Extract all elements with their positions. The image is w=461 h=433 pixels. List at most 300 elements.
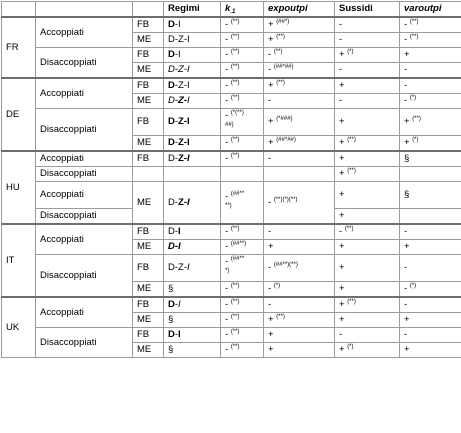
value: + <box>268 344 274 355</box>
regime-part: D <box>168 49 175 60</box>
expoutpi-cell <box>264 240 335 255</box>
sussidi-cell <box>335 151 400 167</box>
value: - <box>404 95 410 106</box>
sussidi-cell <box>335 328 400 343</box>
sussidi-cell <box>335 109 400 136</box>
significance: (##*##) <box>276 137 296 143</box>
significance: (**) <box>344 226 354 232</box>
value: - <box>225 314 231 325</box>
mode-label: FB <box>133 78 164 94</box>
significance: (**) <box>230 34 240 40</box>
regime-part: I <box>187 34 190 45</box>
value: - <box>225 344 231 355</box>
k-cell <box>221 313 264 328</box>
significance: (**) <box>230 329 240 335</box>
regime-part: Z- <box>178 95 187 106</box>
regime-part: D- <box>168 95 179 106</box>
value: - <box>404 299 408 310</box>
value: - <box>268 49 274 60</box>
results-table <box>1 1 461 358</box>
group-label: Accoppiati <box>36 224 133 255</box>
country-label: FR <box>2 17 36 78</box>
table-row <box>2 48 461 63</box>
expoutpi-cell <box>264 63 335 79</box>
value: + <box>339 137 348 148</box>
sussidi-cell <box>335 209 400 225</box>
regime-part: I <box>187 262 190 273</box>
sussidi-cell <box>335 78 400 94</box>
expoutpi-cell <box>264 48 335 63</box>
sussidi-cell <box>335 255 400 282</box>
country-label: HU <box>2 151 36 224</box>
value: + <box>268 314 277 325</box>
value: - <box>268 196 274 208</box>
expoutpi-cell <box>264 282 335 298</box>
value: - <box>225 34 231 45</box>
value: + <box>404 241 410 252</box>
varoutpi-cell <box>400 297 461 313</box>
significance: ##) <box>225 122 234 128</box>
value: § <box>404 189 410 200</box>
significance: (**) <box>230 19 240 25</box>
significance: (**) <box>230 153 240 159</box>
regime-part: I <box>187 116 190 127</box>
value: - <box>404 226 408 237</box>
regime-cell <box>164 167 221 182</box>
value: - <box>225 299 231 310</box>
regime-part: - <box>174 19 179 30</box>
varoutpi-cell <box>400 343 461 358</box>
varoutpi-cell <box>400 209 461 225</box>
regime-part: D- <box>168 34 179 45</box>
table-row <box>2 328 461 343</box>
varoutpi-cell <box>400 313 461 328</box>
value: - <box>404 329 408 340</box>
country-label: DE <box>2 78 36 151</box>
value: + <box>339 168 348 179</box>
k-cell <box>221 167 264 182</box>
significance: (**) <box>230 314 240 320</box>
significance: (**) <box>230 64 240 70</box>
regime-cell <box>164 17 221 33</box>
value: - <box>225 49 231 60</box>
group-label: Accoppiati <box>36 297 133 328</box>
k-cell <box>221 255 264 282</box>
regime-part: D- <box>168 226 179 237</box>
regime-part: D <box>168 116 175 127</box>
significance: (*###) <box>276 116 293 122</box>
sussidi-cell <box>335 33 400 48</box>
regime-part: I <box>187 80 190 91</box>
k-cell <box>221 182 264 225</box>
value: - <box>225 153 231 164</box>
significance: (*) <box>412 137 419 143</box>
varoutpi-cell <box>400 78 461 94</box>
value: + <box>404 49 410 60</box>
value: - <box>225 95 231 106</box>
group-label: Accoppiati <box>36 182 133 209</box>
varoutpi-cell <box>400 63 461 79</box>
expoutpi-cell <box>264 33 335 48</box>
regime-cell <box>164 136 221 152</box>
regime-part: I <box>178 329 181 340</box>
significance: (**) <box>230 226 240 232</box>
regime-part: Z- <box>178 196 187 208</box>
regime-cell <box>164 182 221 225</box>
sussidi-cell <box>335 17 400 33</box>
mode-label: ME <box>133 240 164 255</box>
value: + <box>339 189 345 200</box>
table-row <box>2 224 461 240</box>
value: + <box>268 329 274 340</box>
value: + <box>268 19 277 30</box>
expoutpi-cell <box>264 78 335 94</box>
regime-part: D <box>168 80 175 91</box>
regime-part: D <box>168 299 175 310</box>
value: - <box>339 19 343 30</box>
country-label: UK <box>2 297 36 358</box>
expoutpi-cell <box>264 343 335 358</box>
value: + <box>268 241 274 252</box>
sussidi-cell <box>335 63 400 79</box>
value: + <box>339 210 345 221</box>
mode-label: ME <box>133 136 164 152</box>
value: + <box>268 80 277 91</box>
group-label: Disaccoppiati <box>36 167 133 182</box>
sussidi-cell <box>335 224 400 240</box>
table-row <box>2 109 461 136</box>
significance: **) <box>225 202 232 209</box>
header-row <box>2 2 461 18</box>
k-cell <box>221 48 264 63</box>
value: - <box>339 34 343 45</box>
significance: (**) <box>230 344 240 350</box>
k-cell <box>221 63 264 79</box>
varoutpi-cell <box>400 48 461 63</box>
k-cell <box>221 297 264 313</box>
regime-part: - <box>174 49 179 60</box>
significance: (**) <box>347 168 356 174</box>
regime-part: - <box>174 299 179 310</box>
sussidi-cell <box>335 313 400 328</box>
regime-cell <box>164 151 221 167</box>
significance: (*) <box>409 283 417 289</box>
mode-label: FB <box>133 224 164 240</box>
significance: (**) <box>230 137 240 143</box>
mode-label: FB <box>133 255 164 282</box>
mode-label: ME <box>133 33 164 48</box>
regime-part: I <box>187 137 190 148</box>
regime-part: I <box>178 226 181 237</box>
expoutpi-cell <box>264 182 335 225</box>
regime-part: I <box>178 241 181 252</box>
value: - <box>225 19 231 30</box>
table-row <box>2 297 461 313</box>
significance: (##**)(**) <box>273 262 298 268</box>
regime-part: Z- <box>178 262 187 273</box>
mode-label <box>133 167 164 182</box>
k-cell <box>221 224 264 240</box>
regime-cell: § <box>164 343 221 358</box>
header-k-subscript: .1 <box>230 9 236 15</box>
varoutpi-cell <box>400 167 461 182</box>
regime-part: D- <box>168 64 179 75</box>
mode-label: ME <box>133 63 164 79</box>
table-row <box>2 151 461 167</box>
regime-cell <box>164 297 221 313</box>
value: + <box>339 283 345 294</box>
regime-part: - <box>174 329 179 340</box>
mode-label: ME <box>133 94 164 109</box>
value: - <box>268 299 272 310</box>
regime-part: D- <box>168 241 179 252</box>
significance: (**) <box>230 283 240 289</box>
regime-part: D- <box>168 196 179 208</box>
regime-part: - <box>174 80 179 91</box>
regime-part: - <box>174 116 179 127</box>
value: - <box>404 283 410 294</box>
value: § <box>404 153 410 164</box>
value: + <box>268 34 277 45</box>
table-row <box>2 78 461 94</box>
significance: (**) <box>276 80 285 86</box>
expoutpi-cell <box>264 313 335 328</box>
header-expoutpi: expoutpi <box>264 2 335 18</box>
value: + <box>404 116 413 127</box>
mode-label: FB <box>133 17 164 33</box>
significance: (*(**) <box>230 110 244 116</box>
regime-part: I <box>187 153 190 164</box>
table-row <box>2 255 461 282</box>
expoutpi-cell <box>264 224 335 240</box>
value: - <box>404 262 408 273</box>
value: - <box>268 283 274 294</box>
country-label: IT <box>2 224 36 297</box>
significance: (*) <box>273 283 281 289</box>
varoutpi-cell <box>400 33 461 48</box>
mode-label: FB <box>133 109 164 136</box>
expoutpi-cell <box>264 109 335 136</box>
significance: (**) <box>347 137 356 143</box>
sussidi-cell <box>335 136 400 152</box>
group-label: Disaccoppiati <box>36 209 133 225</box>
significance: (*) <box>409 95 417 101</box>
value: + <box>339 344 348 355</box>
value: - <box>225 329 231 340</box>
mode-label: FB <box>133 297 164 313</box>
regime-cell <box>164 78 221 94</box>
header-regimi: Regimi <box>164 2 221 18</box>
value: - <box>339 329 343 340</box>
value: - <box>404 80 408 91</box>
value: - <box>404 34 410 45</box>
sussidi-cell <box>335 297 400 313</box>
regime-cell <box>164 224 221 240</box>
regime-part: D- <box>168 153 179 164</box>
value: - <box>339 226 345 237</box>
k-cell <box>221 33 264 48</box>
header-empty-cell <box>2 2 36 18</box>
regime-part: Z- <box>178 153 187 164</box>
regime-cell: § <box>164 282 221 298</box>
k-cell <box>221 328 264 343</box>
regime-part: D <box>168 137 175 148</box>
value: + <box>339 299 348 310</box>
expoutpi-cell <box>264 151 335 167</box>
significance: (*) <box>347 344 354 350</box>
regime-cell <box>164 94 221 109</box>
k-cell <box>221 109 264 136</box>
regime-part: Z- <box>178 64 187 75</box>
significance: (**) <box>347 299 356 305</box>
value: + <box>339 49 348 60</box>
value: - <box>339 64 343 75</box>
varoutpi-cell <box>400 255 461 282</box>
header-k-base: k <box>225 3 231 14</box>
value: - <box>225 64 231 75</box>
regime-cell <box>164 255 221 282</box>
regime-part: Z- <box>178 34 187 45</box>
regime-part: I <box>178 49 181 60</box>
value: - <box>225 226 231 237</box>
value: - <box>268 226 272 237</box>
value: + <box>268 137 277 148</box>
value: + <box>339 241 345 252</box>
regime-part: Z- <box>178 137 188 148</box>
value: - <box>268 64 274 75</box>
mode-label: FB <box>133 328 164 343</box>
sussidi-cell <box>335 182 400 209</box>
value: + <box>404 344 410 355</box>
group-label: Accoppiati <box>36 151 133 167</box>
regime-cell <box>164 48 221 63</box>
value: - <box>225 283 231 294</box>
value: + <box>339 80 345 91</box>
value: + <box>339 314 345 325</box>
value: - <box>225 241 231 252</box>
mode-label: ME <box>133 313 164 328</box>
varoutpi-cell <box>400 282 461 298</box>
group-label: Accoppiati <box>36 78 133 109</box>
value: + <box>268 116 277 127</box>
regime-part: I <box>187 95 190 106</box>
regime-part: I <box>187 196 190 208</box>
regime-cell <box>164 63 221 79</box>
value: + <box>339 262 345 273</box>
value: + <box>339 153 345 164</box>
significance: (**) <box>409 34 419 40</box>
varoutpi-cell <box>400 17 461 33</box>
sussidi-cell <box>335 240 400 255</box>
mode-label: ME <box>133 182 164 225</box>
expoutpi-cell <box>264 17 335 33</box>
k-cell <box>221 17 264 33</box>
mode-label: FB <box>133 151 164 167</box>
value: + <box>404 137 413 148</box>
sussidi-cell <box>335 94 400 109</box>
regime-part: I <box>178 19 181 30</box>
varoutpi-cell <box>400 240 461 255</box>
expoutpi-cell <box>264 94 335 109</box>
k-cell <box>221 151 264 167</box>
value: - <box>339 95 343 106</box>
table-row <box>2 17 461 33</box>
regime-part: I <box>178 299 181 310</box>
value: + <box>404 314 410 325</box>
value: - <box>268 153 272 164</box>
value: - <box>404 64 408 75</box>
regime-cell <box>164 240 221 255</box>
regime-cell <box>164 109 221 136</box>
k-cell <box>221 94 264 109</box>
table-row <box>2 182 461 209</box>
header-varoutpi: varoutpi <box>400 2 461 18</box>
significance: (##** <box>230 190 245 197</box>
value: + <box>339 116 345 127</box>
value: - <box>225 190 231 202</box>
expoutpi-cell <box>264 167 335 182</box>
significance: (**) <box>273 49 283 55</box>
varoutpi-cell <box>400 151 461 167</box>
header-sussidi: Sussidi <box>335 2 400 18</box>
varoutpi-cell <box>400 224 461 240</box>
regime-cell <box>164 328 221 343</box>
value: - <box>404 19 410 30</box>
sussidi-cell <box>335 282 400 298</box>
sussidi-cell <box>335 48 400 63</box>
table-row <box>2 167 461 182</box>
varoutpi-cell <box>400 94 461 109</box>
significance: (##** <box>230 256 245 262</box>
regime-part: D <box>168 329 175 340</box>
regime-cell: § <box>164 313 221 328</box>
significance: (**) <box>230 299 240 305</box>
varoutpi-cell <box>400 109 461 136</box>
regime-part: Z- <box>178 116 188 127</box>
varoutpi-cell <box>400 136 461 152</box>
significance: (**) <box>230 80 240 86</box>
significance: (**) <box>412 116 421 122</box>
value: - <box>225 137 231 148</box>
group-label: Disaccoppiati <box>36 328 133 358</box>
header-k <box>221 2 264 18</box>
value: - <box>225 80 231 91</box>
mode-label: ME <box>133 343 164 358</box>
value: - <box>268 95 272 106</box>
expoutpi-cell <box>264 136 335 152</box>
k-cell <box>221 240 264 255</box>
expoutpi-cell <box>264 297 335 313</box>
sussidi-cell <box>335 167 400 182</box>
significance: (##**) <box>230 241 247 247</box>
regime-cell <box>164 33 221 48</box>
expoutpi-cell <box>264 255 335 282</box>
header-empty-cell <box>36 2 133 18</box>
mode-label: ME <box>133 282 164 298</box>
significance: *) <box>225 268 230 274</box>
regime-part: D <box>168 19 175 30</box>
regime-part: I <box>187 64 190 75</box>
significance: (**) <box>276 314 285 320</box>
significance: (##*##) <box>273 64 294 70</box>
mode-label: FB <box>133 48 164 63</box>
sussidi-cell <box>335 343 400 358</box>
significance: (**) <box>409 19 419 25</box>
group-label: Disaccoppiati <box>36 48 133 79</box>
varoutpi-cell <box>400 182 461 209</box>
value: - <box>225 110 231 121</box>
significance: (**) <box>276 34 285 40</box>
